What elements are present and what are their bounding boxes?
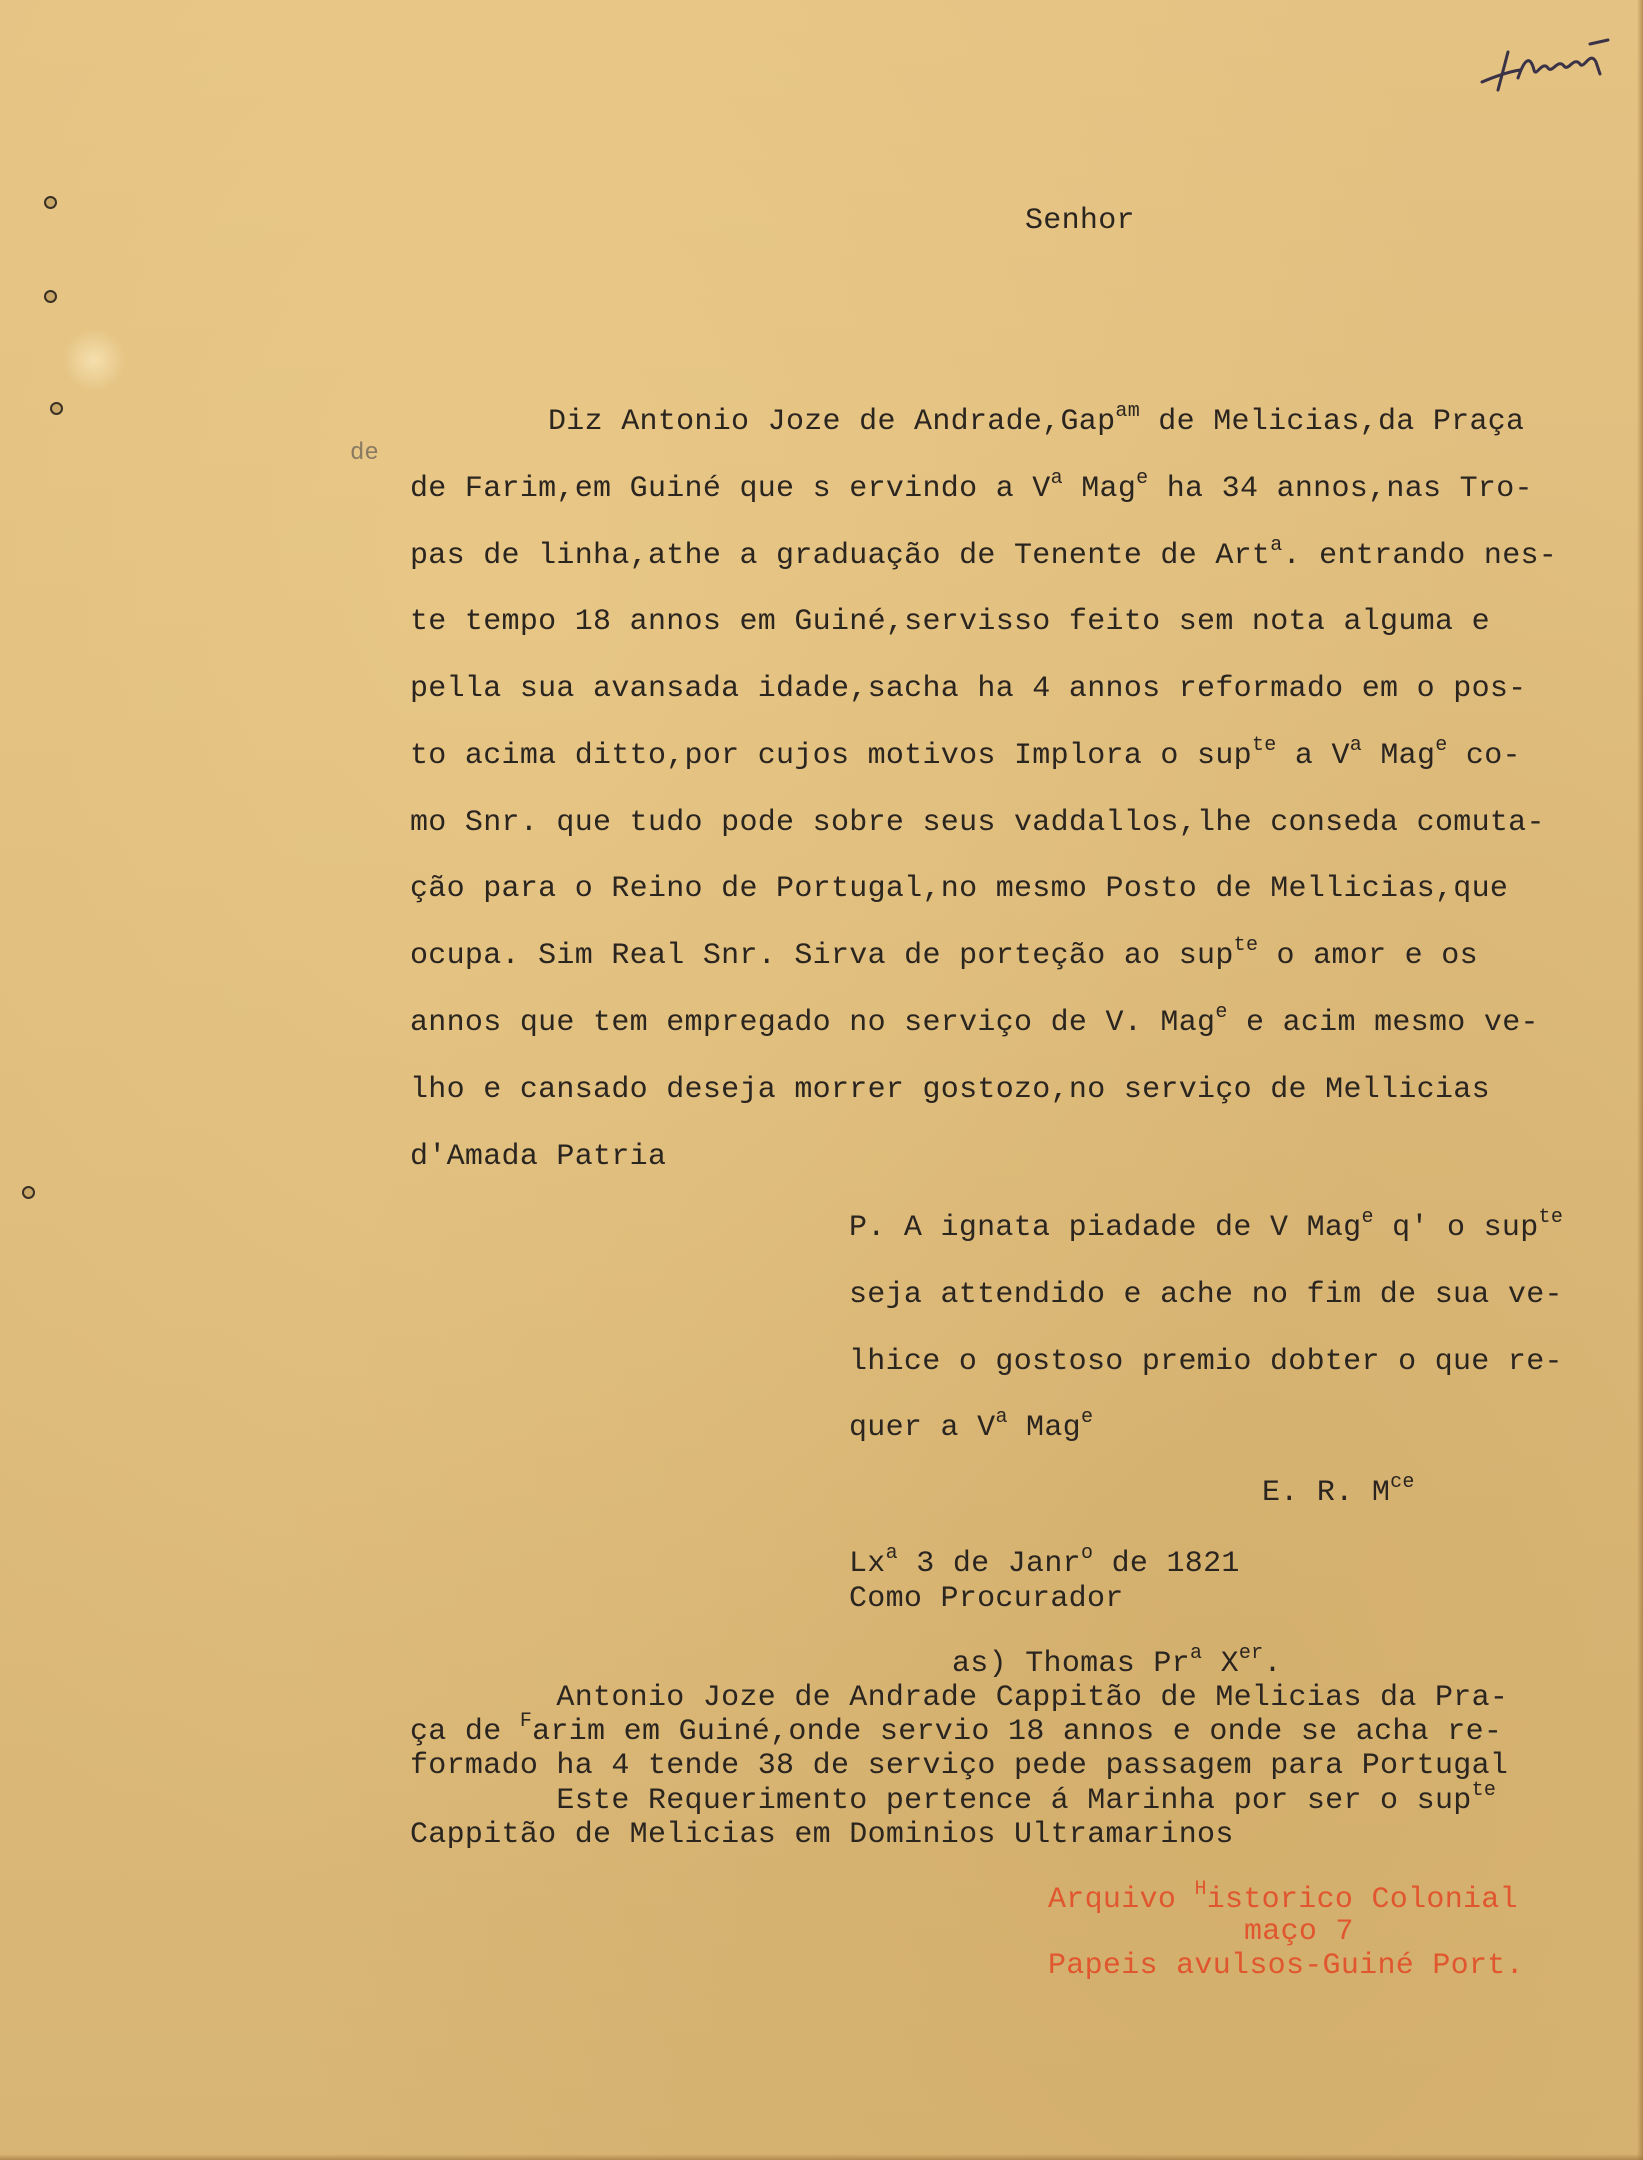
date-line: Lx$^a$ 3 de Janr$^o$ de 1821	[849, 1542, 1240, 1581]
summary-line: Cappitão de Melicias em Dominios Ultramarinos	[410, 1818, 1234, 1852]
punch-hole	[22, 1186, 35, 1199]
punch-hole	[44, 196, 57, 209]
body-line: to acima ditto,por cujos motivos Implora o sup$^{te}$ a $V^a$ Mag$^e$ co-	[410, 734, 1521, 773]
body-line: lho e cansado deseja morrer gostozo,no serviço de Mellicias	[410, 1073, 1490, 1107]
petition-line: quer a $V^a$ Mag$^e$	[849, 1406, 1094, 1445]
body-line: pas de linha,athe a graduação de Tenente de Art$^a$. entrando nes-	[410, 534, 1558, 573]
signed-line: as) Thomas Pr$^a$ Xer.	[952, 1642, 1282, 1681]
handwritten-signature	[1478, 30, 1628, 100]
body-line: Diz Antonio Joze de Andrade,Gap$^{am}$ de Melicias,da Praça	[548, 400, 1525, 439]
petition-line: seja attendido e ache no fim de sua ve-	[849, 1278, 1563, 1312]
archive-stamp-line: Arquivo $^H$istorico Colonial	[1048, 1878, 1518, 1917]
paper-stain	[60, 330, 128, 390]
body-line: d'Amada Patria	[410, 1140, 667, 1174]
body-line: ção para o Reino de Portugal,no mesmo Posto de Mellicias,que	[410, 872, 1509, 906]
body-line: mo Snr. que tudo pode sobre seus vaddallos,lhe conseda comuta-	[410, 806, 1545, 840]
page-title: Senhor	[1025, 204, 1135, 238]
paper-edge-right	[1637, 0, 1643, 2160]
body-line: de Farim,em Guiné que s ervindo a $V^a$ Mag$^e$ ha 34 annos,nas Tro-	[410, 467, 1533, 506]
margin-note: de	[350, 440, 379, 467]
summary-line: Antonio Joze de Andrade Cappitão de Melicias da Pra-	[410, 1681, 1509, 1715]
petition-line: P. A ignata piadade de V Mag$^e$ q' o sup$^{te}$	[849, 1206, 1564, 1245]
closing-formula: E. R. $M^{ce}$	[1262, 1471, 1415, 1510]
petition-line: lhice o gostoso premio dobter o que re-	[849, 1345, 1563, 1379]
body-line: pella sua avansada idade,sacha ha 4 annos reformado em o pos-	[410, 672, 1527, 706]
archive-stamp-line: maço 7	[1244, 1915, 1354, 1949]
archive-stamp-line: Papeis avulsos-Guiné Port.	[1048, 1949, 1524, 1983]
summary-line: formado ha 4 tende 38 de serviço pede passagem para Portugal	[410, 1749, 1509, 1783]
punch-hole	[44, 290, 57, 303]
procurador-line: Como Procurador	[849, 1582, 1124, 1616]
summary-line: ça de $^F$arim em Guiné,onde servio 18 annos e onde se acha re-	[410, 1710, 1503, 1749]
body-line: te tempo 18 annos em Guiné,servisso feito sem nota alguma e	[410, 605, 1490, 639]
body-line: annos que tem empregado no serviço de V. Mag$^e$ e acim mesmo ve-	[410, 1001, 1539, 1040]
paper-edge-bottom	[0, 2154, 1643, 2160]
punch-hole	[50, 402, 63, 415]
summary-line: Este Requerimento pertence á Marinha por ser o sup$^{te}$	[410, 1779, 1497, 1818]
body-line: ocupa. Sim Real Snr. Sirva de porteção ao sup$^{te}$ o amor e os	[410, 934, 1478, 973]
